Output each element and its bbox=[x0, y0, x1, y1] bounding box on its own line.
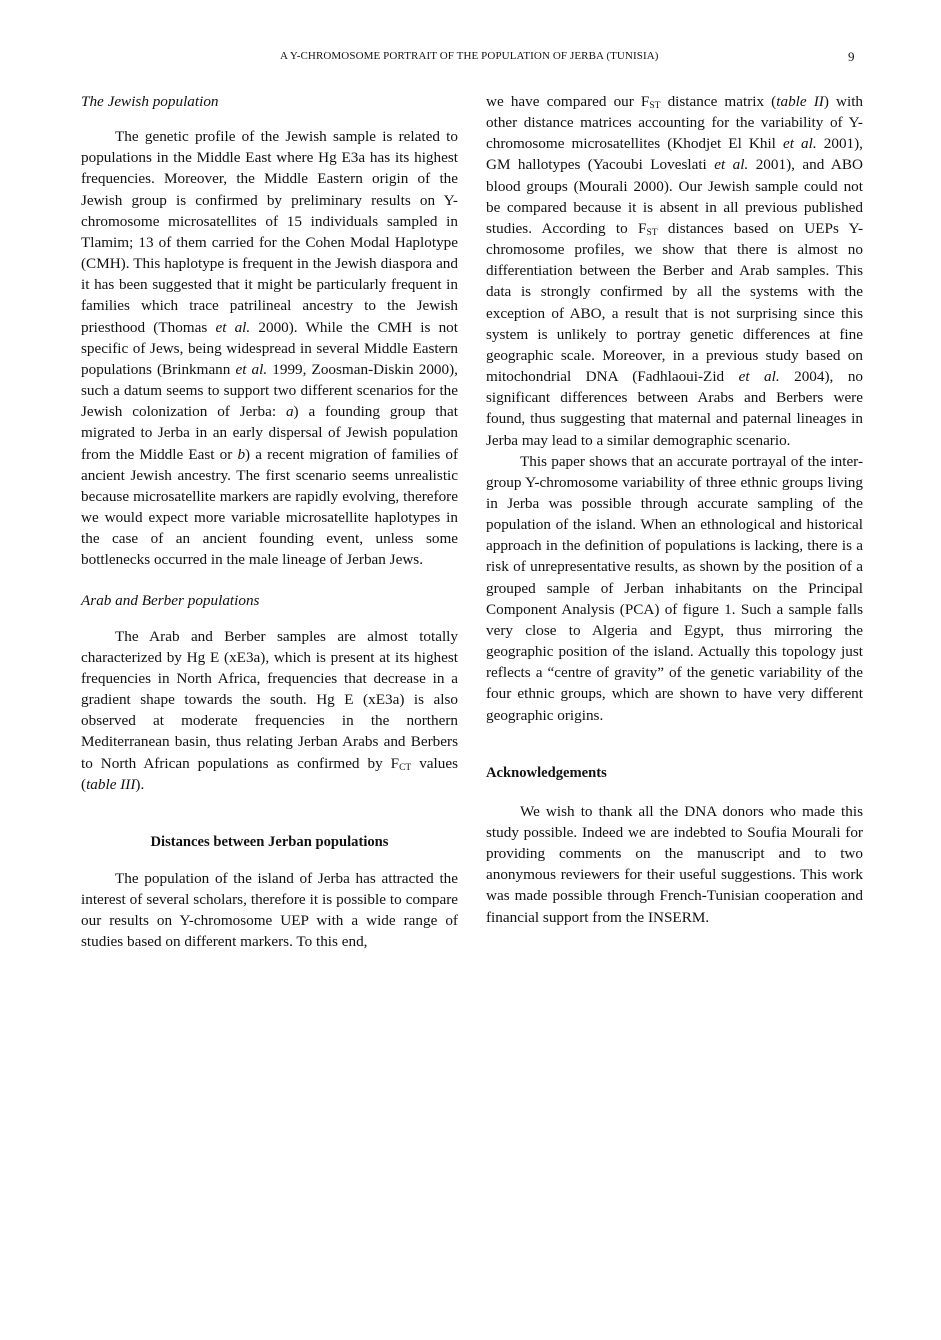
text-run-italic: et al. bbox=[782, 135, 817, 153]
text-run: 1999, Zoosman-Diskin 2000), such a datum seems to support two different scenarios for the Jewish colonization of Jerba: bbox=[81, 360, 458, 421]
text-run-italic: et al. bbox=[235, 360, 268, 378]
text-run: ) a founding group that migrated to Jerba in an early dispersal of Jewish population from the Middle East or bbox=[81, 403, 458, 463]
text-run: 2004), no significant differences between Arabs and Berbers were found, thus suggesting that maternal and paternal lineages in Jerba may lead to a similar demographic scenario. bbox=[486, 368, 864, 449]
paragraph-distances: The population of the island of Jerba has attracted the interest of several scholars, therefore it is possible to compare our results on Y-chromosome UEP with a wide range of studies based on different markers. To this end, bbox=[81, 870, 458, 951]
section-heading-acknowledgements: Acknowledgements bbox=[486, 764, 607, 781]
text-run-italic: a bbox=[285, 403, 294, 421]
subscript: CT bbox=[399, 762, 412, 773]
text-run-italic: table II bbox=[776, 93, 824, 110]
running-header bbox=[0, 50, 941, 66]
section-heading-distances: Distances between Jerban populations bbox=[150, 833, 389, 850]
text-run: 2001), GM hallotypes (Yacoubi Loveslati bbox=[486, 135, 863, 174]
text-run: ). bbox=[135, 775, 145, 793]
paragraph-jewish bbox=[81, 126, 458, 570]
text-run: The genetic profile of the Jewish sample is related to populations in the Middle East where Hg E3a has its highest frequencies. Moreover, the Middle Eastern origin of the Jewish group is confirmed by preliminary results on Y-chromosome microsatellites of 15 individuals sampled in Tlamim; 13 of them carried for the Cohen Modal Haplotype (CMH). This haplotype is frequent in the Jewish diaspora and it has been suggested that it might be particularly frequent in families which trace patrilineal ancestry to the Jewish priesthood (Thomas bbox=[81, 128, 458, 336]
text-run-italic: et al. bbox=[215, 318, 251, 336]
text-run-italic: table III bbox=[86, 775, 136, 793]
page-number: 9 bbox=[848, 49, 855, 64]
text-run: ) a recent migration of families of ancient Jewish ancestry. The first scenario seems unrealistic because microsatellite markers are rapidly evolving, therefore we would expect more variable microsatellite haplotypes in the case of an ancient founding event, unless some bottlenecks occurred in the male lineage of Jerban Jews. bbox=[81, 445, 459, 569]
text-run: ) with other distance matrices accounting for the variability of Y-chromosome microsatellites (Khodjet El Khil bbox=[486, 93, 864, 153]
text-run: values ( bbox=[81, 754, 458, 793]
text-run: 2000). While the CMH is not specific of Jews, being widespread in several Middle Eastern populations (Brinkmann bbox=[81, 318, 458, 378]
subsection-heading-arab-berber: Arab and Berber populations bbox=[81, 592, 260, 610]
text-run-italic: b bbox=[237, 445, 246, 463]
subscript: ST bbox=[646, 227, 658, 238]
text-run: The Arab and Berber samples are almost totally characterized by Hg E (xE3a), which is present at its highest frequencies in North Africa, frequencies that decrease in a gradient shape towards the south. Hg E (xE3a) is also observed at moderate frequencies in the northern Mediterranean basin, thus relating Jerban Arabs and Berbers to North African populations as confirmed by F bbox=[81, 627, 458, 772]
subsection-heading-jewish: The Jewish population bbox=[81, 93, 219, 110]
text-run-italic: et al. bbox=[714, 156, 749, 174]
paragraph-arab-berber bbox=[81, 626, 458, 795]
left-column bbox=[81, 91, 458, 953]
paragraph-conclusion: This paper shows that an accurate portrayal of the inter-group Y-chromosome variability of three ethnic groups living in Jerba was possible through accurate sampling of the population of the island. When an ethnological and historical approach in the definition of populations is lacking, there is a risk of unrepresentative results, as shown by the position of a grouped sample of Jerban inhabitants on the Principal Component Analysis (PCA) of figure 1. Such a sample falls very close to Algeria and Egypt, thus mirroring the geographic position of the island. Actually this topology just reflects a “centre of gravity” of the genetic variability of the four ethnic groups, which are shown to have very different geographic origins. bbox=[486, 452, 863, 724]
text-run: distances based on UEPs Y-chromosome profiles, we show that there is almost no differentiation between the Berber and Arab samples. This data is strongly confirmed by all the systems with the exception of ABO, a result that is not surprising since this system is unlikely to portray genetic differences at fine geographic scale. Moreover, in a previous study based on mitochondrial DNA (Fadhlaoui-Zid bbox=[486, 219, 863, 386]
right-column bbox=[486, 91, 863, 928]
paragraph-comparison bbox=[486, 91, 863, 451]
text-run-italic: et al. bbox=[738, 368, 780, 386]
running-title: A Y-CHROMOSOME PORTRAIT OF THE POPULATION OF JERBA (TUNISIA) bbox=[280, 50, 659, 62]
paragraph-acknowledgements: We wish to thank all the DNA donors who made this study possible. Indeed we are indebted to Soufia Mourali for providing comments on the manuscript and to two anonymous reviewers for their useful suggestions. This work was made possible through French-Tunisian cooperation and financial support from the INSERM. bbox=[486, 802, 863, 926]
text-run: we have compared our F bbox=[486, 93, 650, 110]
text-run: 2001), and ABO blood groups (Mourali 2000). Our Jewish sample could not be compared because it is absent in all previous published studies. According to F bbox=[486, 156, 863, 237]
text-run: distance matrix ( bbox=[660, 93, 777, 110]
subscript: ST bbox=[649, 101, 661, 111]
